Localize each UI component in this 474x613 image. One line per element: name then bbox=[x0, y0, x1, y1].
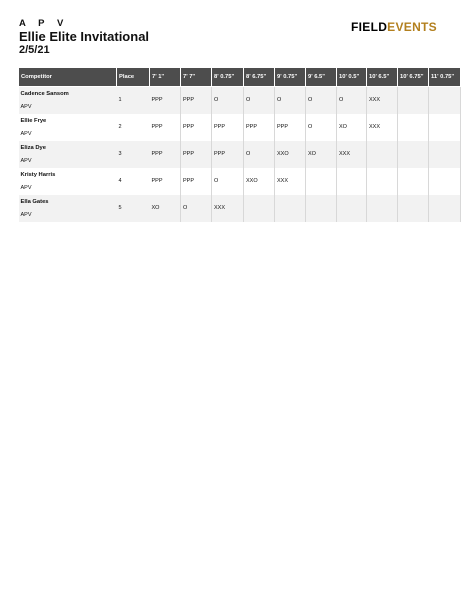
attempt-cell bbox=[367, 141, 398, 168]
column-header: 8' 0.75" bbox=[212, 68, 244, 87]
table-row bbox=[19, 195, 461, 222]
attempt-cell: XXO bbox=[275, 141, 306, 168]
attempt-cell: O bbox=[337, 87, 367, 114]
attempt-cell bbox=[398, 87, 429, 114]
meet-title: Ellie Elite Invitational bbox=[19, 29, 150, 44]
attempt-cell: O bbox=[181, 195, 212, 222]
column-header: Place bbox=[117, 68, 150, 87]
competitor-cell bbox=[19, 141, 117, 168]
table-row bbox=[19, 87, 461, 114]
attempt-cell: XXX bbox=[337, 141, 367, 168]
competitor-team: APV bbox=[20, 104, 32, 110]
table-header-row bbox=[19, 68, 461, 87]
competitor-team: APV bbox=[20, 157, 32, 164]
column-header: 10' 0.5" bbox=[337, 68, 367, 87]
attempt-cell: PPP bbox=[244, 114, 275, 141]
attempt-cell: O bbox=[306, 114, 337, 141]
attempt-cell bbox=[398, 168, 429, 195]
column-header: 10' 6.5" bbox=[367, 68, 398, 87]
attempt-cell: PPP bbox=[150, 168, 181, 195]
competitor-cell bbox=[19, 195, 117, 222]
fieldevents-logo bbox=[351, 20, 437, 34]
results-table bbox=[18, 67, 461, 222]
attempt-cell bbox=[429, 141, 461, 168]
column-header: Competitor bbox=[19, 68, 117, 87]
competitor-cell bbox=[19, 114, 117, 141]
logo-text-events: EVENTS bbox=[387, 20, 437, 34]
competitor-name: Eliza Dye bbox=[20, 144, 46, 151]
attempt-cell: O bbox=[306, 87, 337, 114]
attempt-cell: PPP bbox=[181, 87, 212, 114]
column-header: 7' 1" bbox=[150, 68, 181, 87]
attempt-cell: XO bbox=[306, 141, 337, 168]
attempt-cell bbox=[429, 114, 461, 141]
attempt-cell: PPP bbox=[181, 168, 212, 195]
attempt-cell bbox=[429, 168, 461, 195]
place-cell: 4 bbox=[118, 178, 122, 184]
attempt-cell: PPP bbox=[212, 141, 244, 168]
team-abbreviation: A P V bbox=[19, 18, 69, 29]
attempt-cell bbox=[306, 168, 337, 195]
column-header: 10' 6.75" bbox=[398, 68, 429, 87]
place-cell: 1 bbox=[117, 87, 150, 114]
place-cell: 2 bbox=[118, 124, 122, 130]
attempt-cell: O bbox=[212, 87, 244, 114]
attempt-cell bbox=[398, 195, 429, 222]
attempt-cell: XO bbox=[150, 195, 181, 222]
attempt-cell: XXO bbox=[244, 168, 275, 195]
attempt-cell: O bbox=[244, 141, 275, 168]
attempt-cell: O bbox=[212, 168, 244, 195]
column-header: 7' 7" bbox=[181, 68, 212, 87]
place-cell: 3 bbox=[117, 141, 150, 168]
attempt-cell: XO bbox=[337, 114, 367, 141]
attempt-cell bbox=[275, 195, 306, 222]
attempt-cell bbox=[337, 195, 367, 222]
attempt-cell bbox=[337, 168, 367, 195]
competitor-team: APV bbox=[20, 184, 32, 191]
attempt-cell: PPP bbox=[150, 87, 181, 114]
meet-date: 2/5/21 bbox=[19, 44, 50, 56]
attempt-cell: O bbox=[275, 87, 306, 114]
competitor-team: APV bbox=[20, 130, 32, 137]
attempt-cell: XXX bbox=[367, 87, 398, 114]
place-cell: 5 bbox=[117, 195, 150, 222]
competitor-name: Ellie Frye bbox=[20, 117, 47, 124]
table-row bbox=[19, 141, 461, 168]
column-header: 9' 6.5" bbox=[306, 68, 337, 87]
attempt-cell: PPP bbox=[212, 114, 244, 141]
attempt-cell: XXX bbox=[275, 168, 306, 195]
attempt-cell: O bbox=[244, 87, 275, 114]
competitor-name: Ella Gates bbox=[20, 198, 49, 205]
attempt-cell: PPP bbox=[181, 141, 212, 168]
attempt-cell bbox=[398, 141, 429, 168]
competitor-name: Kristy Harris bbox=[20, 171, 56, 178]
attempt-cell bbox=[367, 195, 398, 222]
competitor-team: APV bbox=[20, 211, 32, 218]
attempt-cell: XXX bbox=[367, 114, 398, 141]
attempt-cell: PPP bbox=[181, 114, 212, 141]
attempt-cell bbox=[306, 195, 337, 222]
table-row bbox=[19, 114, 461, 141]
attempt-cell bbox=[429, 87, 461, 114]
attempt-cell bbox=[398, 114, 429, 141]
column-header: 9' 0.75" bbox=[275, 68, 306, 87]
attempt-cell: XXX bbox=[212, 195, 244, 222]
attempt-cell bbox=[244, 195, 275, 222]
attempt-cell bbox=[429, 195, 461, 222]
column-header: 8' 6.75" bbox=[244, 68, 275, 87]
competitor-name: Cadence Sansom bbox=[20, 91, 69, 97]
attempt-cell: PPP bbox=[150, 114, 181, 141]
logo-text-field: FIELD bbox=[351, 20, 388, 34]
attempt-cell: PPP bbox=[150, 141, 181, 168]
attempt-cell: PPP bbox=[275, 114, 306, 141]
column-header: 11' 0.75" bbox=[429, 68, 461, 87]
competitor-cell bbox=[19, 87, 117, 114]
competitor-cell bbox=[19, 168, 117, 195]
attempt-cell bbox=[367, 168, 398, 195]
table-row bbox=[19, 168, 461, 195]
